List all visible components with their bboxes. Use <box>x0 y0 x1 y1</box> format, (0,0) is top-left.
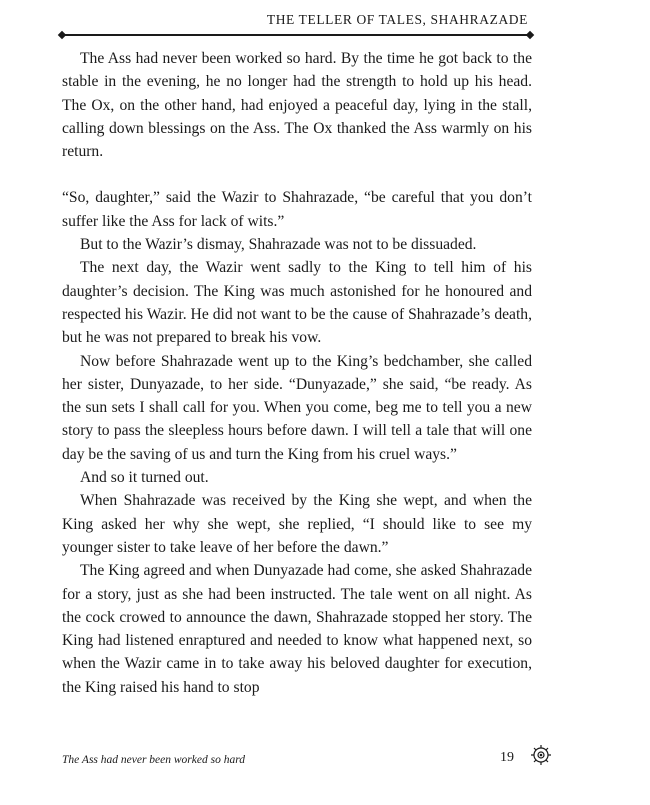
footer-section-title: The Ass had never been worked so hard <box>62 754 246 766</box>
page-number: 19 <box>500 750 514 765</box>
paragraph: And so it turned out. <box>80 469 209 487</box>
paragraph: The King agreed and when Dunyazade had come, she asked Shahrazade for a story, just as she had been instructed. The tale went on all night. As the cock crowed to announce the dawn, Shahrazade stopped her story. The King had listened enraptured and needed to know what happened next, so when the Wazir came in to take away his beloved daughter for execution, the King raised his hand to stop <box>62 562 532 696</box>
running-header-title: THE TELLER OF TALES, SHAHRAZADE <box>266 12 528 27</box>
paragraph: The next day, the Wazir went sadly to the King to tell him of his daughter’s decision. The King was much astonished for he honoured and respected his Wazir. He did not want to be the cause of Shahrazade’s death, but he was not prepared to break his vow. <box>62 259 532 347</box>
paragraph: But to the Wazir’s dismay, Shahrazade was not to be dissuaded. <box>80 236 477 254</box>
paragraph: “So, daughter,” said the Wazir to Shahrazade, “be careful that you don’t suffer like the Ass for lack of wits.” <box>62 189 532 230</box>
paragraph: Now before Shahrazade went up to the King’s bedchamber, she called her sister, Dunyazade, to her side. “Dunyazade,” she said, “be ready. As the sun sets I shall call for you. When you come, beg me to tell you a new story to pass the sleepless hours before dawn. I will tell a tale that will one day be the saving of us and turn the King from his cruel ways.” <box>62 352 532 463</box>
paragraph: When Shahrazade was received by the King she wept, and when the King asked her why she wept, she replied, “I should like to see my younger sister to take leave of her before the dawn.” <box>62 492 532 556</box>
body-text <box>62 47 532 699</box>
header-rule <box>62 34 530 36</box>
floral-ornament-icon <box>528 744 554 766</box>
paragraph: The Ass had never been worked so hard. By the time he got back to the stable in the evening, he no longer had the strength to hold up his head. The Ox, on the other hand, had enjoyed a peaceful day, lying in the stall, calling down blessings on the Ass. The Ox thanked the Ass warmly on his return. <box>62 50 532 161</box>
